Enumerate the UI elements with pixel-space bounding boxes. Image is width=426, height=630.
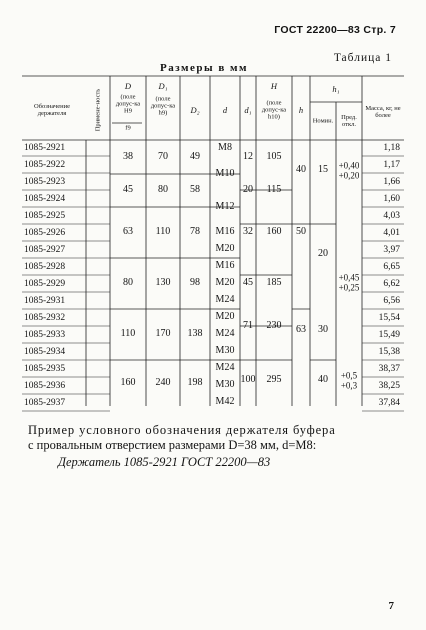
cell-H: 185	[266, 277, 282, 288]
cell-D1: 170	[155, 328, 171, 339]
cell-d: M20	[215, 243, 235, 254]
table-row-designation: 1085-2921	[24, 143, 66, 153]
table-row-mass: 15,38	[378, 347, 400, 357]
cell-d: M30	[215, 379, 235, 390]
cell-D: 38	[123, 151, 133, 162]
header-D1: D₁	[158, 80, 168, 91]
header-mass: Масса, кг, не более	[365, 104, 401, 119]
cell-H: 230	[266, 320, 282, 331]
cell-D1: 130	[155, 277, 171, 288]
table-row-mass: 15,49	[378, 330, 400, 340]
cell-D: 45	[123, 184, 133, 195]
table-row-mass: 15,54	[378, 313, 400, 323]
header-H: H	[270, 80, 278, 91]
cell-H: 160	[266, 226, 282, 237]
table-row-designation: 1085-2927	[24, 245, 66, 255]
cell-d1: 12	[243, 151, 253, 162]
cell-d: M12	[215, 201, 235, 212]
cell-d: M24	[215, 328, 235, 339]
cell-h1-dev-upper: +0,5	[340, 370, 358, 381]
cell-h1-dev-lower: +0,3	[340, 380, 358, 391]
cell-d1: 71	[243, 320, 253, 331]
table-row-designation: 1085-2924	[24, 194, 66, 204]
header-D2: D₂	[190, 104, 200, 115]
cell-h1-nominal: 30	[318, 324, 328, 335]
table-title: Размеры в мм	[160, 62, 248, 74]
cell-d: M20	[215, 277, 235, 288]
cell-D: 160	[120, 377, 136, 388]
cell-H: 115	[266, 184, 282, 195]
table-row-mass: 6,56	[383, 296, 400, 306]
cell-d1: 45	[243, 277, 253, 288]
cell-d: M20	[215, 311, 235, 322]
header-d1: d₁	[244, 104, 252, 115]
cell-d: M16	[215, 260, 235, 271]
table-row-mass: 1,66	[383, 177, 400, 187]
cell-h1-dev-upper: +0,40	[338, 160, 360, 171]
cell-D1: 110	[155, 226, 171, 237]
cell-H: 105	[266, 151, 282, 162]
cell-h1-dev-lower: +0,20	[338, 170, 360, 181]
header-nominal: Номин.	[312, 117, 334, 125]
table-row-mass: 1,17	[383, 160, 400, 170]
table-row-mass: 3,97	[383, 245, 400, 255]
table-label: Таблица 1	[333, 52, 392, 64]
cell-D2: 138	[187, 328, 203, 339]
table-row-mass: 38,25	[378, 381, 400, 391]
table-row-designation: 1085-2935	[24, 364, 66, 374]
table-row-designation: 1085-2931	[24, 296, 66, 306]
table-row-designation: 1085-2923	[24, 177, 66, 187]
cell-D2: 49	[190, 151, 200, 162]
cell-d: M16	[215, 226, 235, 237]
page-header: ГОСТ 22200—83 Стр. 7	[274, 24, 396, 36]
cell-d1: 100	[240, 374, 256, 385]
example-line-2: с провальным отверстием размерами D=38 мм, d=M8:	[28, 438, 317, 452]
cell-d1: 20	[243, 184, 253, 195]
header-deviation: Пред. откл.	[341, 113, 357, 128]
cell-D1: 240	[155, 377, 171, 388]
cell-d: M42	[215, 396, 235, 407]
table-row-designation: 1085-2925	[24, 211, 66, 221]
header-D1-tol: (поле допус-ка h9)	[150, 95, 176, 117]
header-D-tol: (поле допус-ка H9	[115, 93, 141, 115]
example-line-1: Пример условного обозначения держателя буфера	[28, 423, 336, 437]
cell-d: M30	[215, 345, 235, 356]
cell-h1-nominal: 15	[318, 164, 328, 175]
table-row-mass: 6,62	[383, 279, 400, 289]
cell-D: 110	[120, 328, 136, 339]
cell-D1: 70	[158, 151, 168, 162]
table-row-mass: 1,60	[383, 194, 400, 204]
cell-h: 63	[296, 324, 306, 335]
header-h1: h₁	[332, 83, 340, 94]
table-row-designation: 1085-2933	[24, 330, 66, 340]
cell-h: 50	[296, 226, 306, 237]
header-application: Примене-ность	[94, 88, 102, 132]
cell-h1-nominal: 40	[318, 374, 328, 385]
table-row-mass: 38,37	[378, 364, 400, 374]
example-designation: Держатель 1085-2921 ГОСТ 22200—83	[58, 455, 271, 469]
cell-D: 63	[123, 226, 133, 237]
cell-h1-dev-lower: +0,25	[338, 282, 360, 293]
table-row-designation: 1085-2929	[24, 279, 66, 289]
header-D: D	[124, 80, 132, 91]
cell-H: 295	[266, 374, 282, 385]
table-row-designation: 1085-2928	[24, 262, 66, 272]
cell-D: 80	[123, 277, 133, 288]
table-row-mass: 6,65	[383, 262, 400, 272]
table-row-designation: 1085-2922	[24, 160, 66, 170]
cell-d: M24	[215, 294, 235, 305]
cell-h1-nominal: 20	[318, 248, 328, 259]
cell-D2: 78	[190, 226, 200, 237]
table-row-designation: 1085-2932	[24, 313, 66, 323]
header-D-f9: f9	[125, 124, 131, 132]
cell-D1: 80	[158, 184, 168, 195]
table-row-mass: 4,01	[383, 228, 400, 238]
table-row-designation: 1085-2937	[24, 398, 66, 408]
cell-d: M24	[215, 362, 235, 373]
table-row-mass: 4,03	[383, 211, 400, 221]
cell-h1-dev-upper: +0,45	[338, 272, 360, 283]
table-row-mass: 1,18	[383, 143, 400, 153]
header-d: d	[222, 104, 228, 115]
table-row-mass: 37,84	[378, 398, 400, 408]
table-row-designation: 1085-2936	[24, 381, 66, 391]
cell-D2: 98	[190, 277, 200, 288]
cell-d1: 32	[243, 226, 253, 237]
header-h: h	[298, 104, 304, 115]
table-row-designation: 1085-2926	[24, 228, 66, 238]
page-number: 7	[388, 600, 394, 612]
header-H-tol: (поле допус-ка h10)	[261, 99, 287, 121]
cell-h: 40	[296, 164, 306, 175]
cell-d: M10	[215, 168, 235, 179]
cell-D2: 58	[190, 184, 200, 195]
cell-D2: 198	[187, 377, 203, 388]
header-designation: Обозначение держателя	[34, 102, 70, 117]
table-row-designation: 1085-2934	[24, 347, 66, 357]
cell-d: M8	[218, 142, 232, 153]
